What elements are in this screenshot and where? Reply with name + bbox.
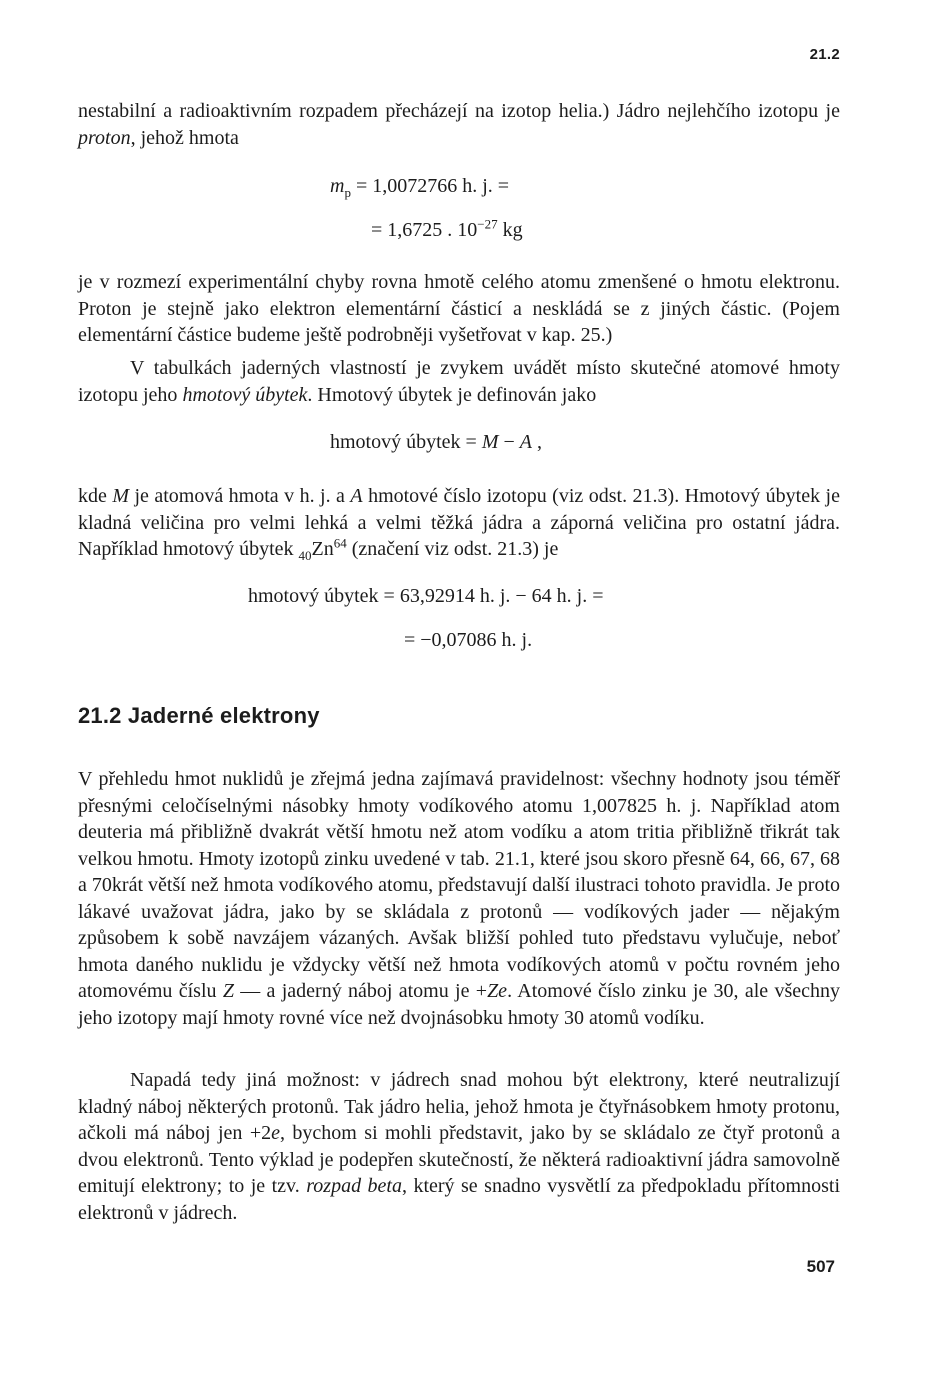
paragraph-proton: nestabilní a radioaktivním rozpadem přecházejí na izotop helia.) Jádro nejlehčího izotopu je proton, jehož hmota <box>78 100 840 149</box>
equation-mass-defect-definition: hmotový úbytek = M − A , <box>330 431 542 453</box>
page-number: 507 <box>806 1257 835 1276</box>
emphasis-proton: proton <box>78 126 131 149</box>
paragraph-mass-defect-explained: kde M je atomová hmota v h. j. a A hmotové číslo izotopu (viz odst. 21.3). Hmotový úbytek je kladná veličina pro velmi lehká a velmi těžká jádra a záporná veličina pro ostatní jádra. Například hmotový úbytek $_{40}Zn^{64}$ (značení viz odst. 21.3) je <box>78 485 840 563</box>
emphasis-mass-defect: hmotový úbytek <box>182 383 308 406</box>
equation-zinc-mass-defect-line1: hmotový úbytek = 63,92914 h. j. − 64 h. j. = <box>248 585 604 607</box>
equation-zinc-mass-defect-line2: = −0,07086 h. j. <box>404 629 533 651</box>
paragraph-mass-defect-intro: V tabulkách jaderných vlastností je zvykem uvádět místo skutečné atomové hmoty izotopu jeho hmotový úbytek. Hmotový úbytek je definován jako <box>78 357 840 406</box>
section-heading: 21.2 Jaderné elektrony <box>78 703 320 728</box>
running-head: 21.2 <box>809 46 840 63</box>
equation-proton-mass-line1: $m_p = 1,0072766$ h. j. = <box>330 175 510 200</box>
paragraph-nuclide-masses: V přehledu hmot nuklidů je zřejmá jedna zajímavá pravidelnost: všechny hodnoty jsou téměř přesnými celočíselnými násobky hmoty vodíkového atomu 1,007825 h. j. Například atom deuteria má přibližně dvakrát větší hmotu než atom vodíku a atom tritia přibližně třikrát tak velkou hmotu. Hmoty izotopů zinku uvedené v tab. 21.1, které jsou skoro přesně 64, 66, 67, 68 a 70krát větší než hmota vodíkového atomu, představují další ilustraci tohoto pravidla. Je proto lákavé uvažovat jádra, jako by se skládala z protonů — vodíkových jader — nějakým způsobem k sobě navzájem vázaných. Avšak bližší pohled tuto představu vylučuje, neboť hmota daného nuklidu je vždycky větší než hmota vodíkových atomů v počtu rovném jeho atomovému číslu Z — a jaderný náboj atomu je +Ze. Atomové číslo zinku je 30, ale všechny jeho izotopy mají hmoty rovné více než dvojnásobku hmoty 30 atomů vodíku. <box>78 768 841 1029</box>
paragraph-nuclear-electrons: Napadá tedy jiná možnost: v jádrech snad mohou být elektrony, které neutralizují kladný náboj některých protonů. Tak jádro helia, jehož hmota je čtyřnásobkem hmoty protonu, ačkoli má náboj jen +2e, bychom si mohli představit, jako by se skládalo ze čtyř protonů a dvou elektronů. Tento výklad je podepřen skutečností, že některá radioaktivní jádra samovolně emitují elektrony; to je tzv. rozpad beta, který se snadno vysvětlí za předpokladu přítomnosti elektronů v jádrech. <box>78 1069 841 1224</box>
emphasis-beta-decay: rozpad beta <box>306 1175 402 1197</box>
equation-proton-mass-line2: = 1,6725 . $10^{-27}$ kg <box>371 216 523 241</box>
paragraph-proton-elementary: je v rozmezí experimentální chyby rovna hmotě celého atomu zmenšené o hmotu elektronu. Proton je stejně jako elektron elementární částicí a neskládá se z jiných částic. (Pojem elementární částice budeme ještě podrobněji vyšetřovat v kap. 25.) <box>78 271 840 346</box>
